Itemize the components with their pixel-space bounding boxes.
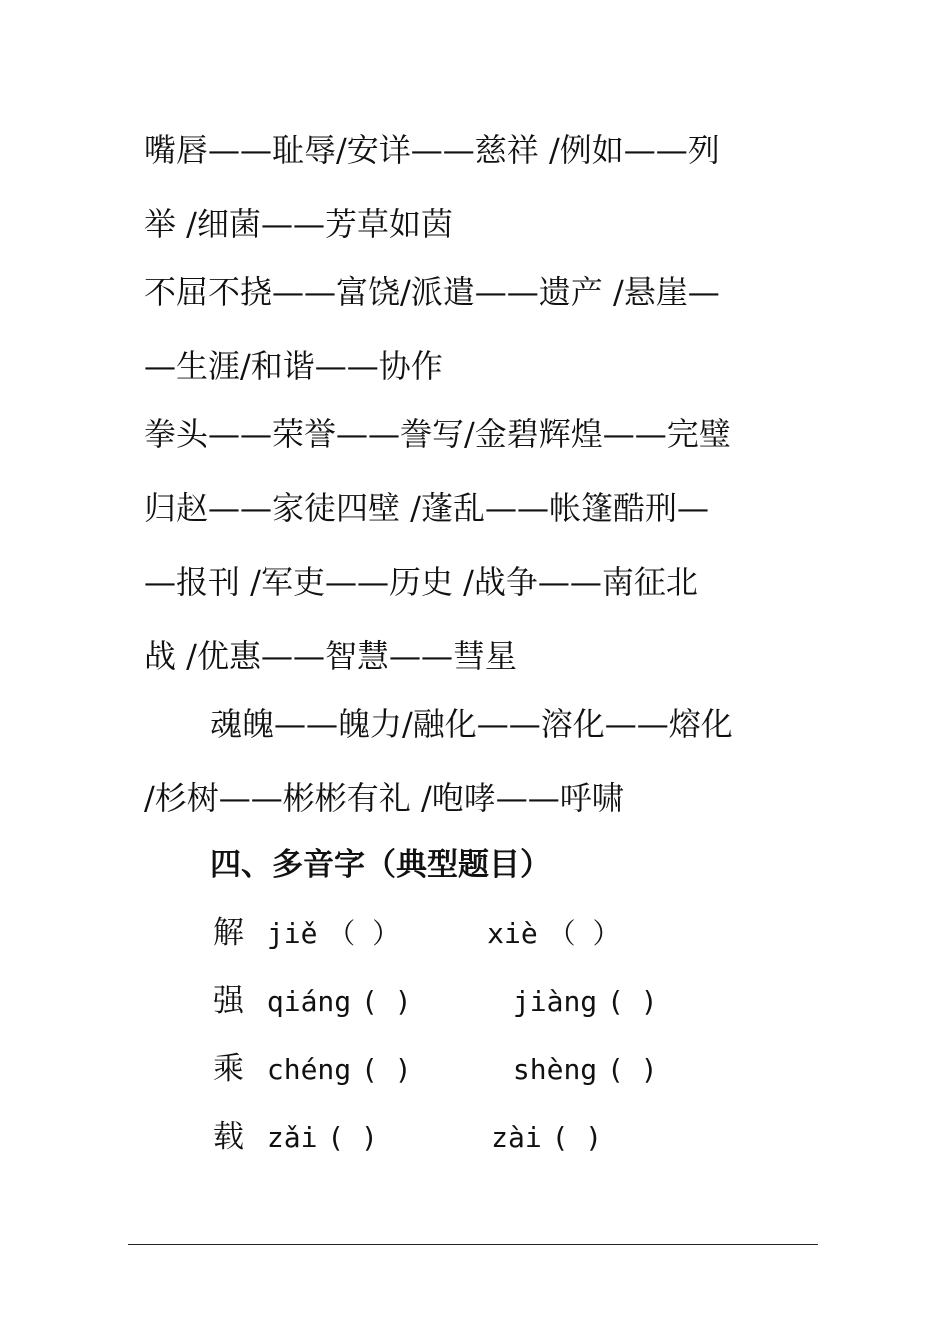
answer-blank-2[interactable]: （ ） [547,917,621,950]
pinyin-reading-1: jiě [266,917,318,950]
polyphone-char: 载 [213,1119,244,1155]
pinyin-reading-2: xiè [487,917,538,950]
polyphone-char: 解 [213,915,244,951]
text-line-10: /杉树——彬彬有礼 /咆哮——呼啸 [144,779,624,817]
polyphone-char: 乘 [213,1051,244,1087]
polyphone-row-4 [213,1119,603,1155]
pinyin-reading-2: jiàng [512,985,598,1018]
answer-blank-2[interactable]: ( ) [607,985,658,1018]
text-line-1: 嘴唇——耻辱/安详——慈祥 /例如——列 [144,131,720,169]
answer-blank-1[interactable]: ( ) [361,985,412,1018]
text-line-3: 不屈不挠——富饶/派遣——遗产 /悬崖— [144,273,720,311]
polyphone-row-1 [213,915,621,951]
pinyin-reading-2: shèng [512,1053,598,1086]
answer-blank-1[interactable]: ( ) [327,1121,378,1154]
pinyin-reading-1: qiáng [266,985,352,1018]
polyphone-row-3 [213,1051,658,1087]
text-line-5: 拳头——荣誉——誊写/金碧辉煌——完璧 [144,415,731,453]
polyphone-char: 强 [213,983,244,1019]
section-title: 四、多音字（典型题目） [210,847,551,883]
answer-blank-1[interactable]: （ ） [327,917,401,950]
text-line-8: 战 /优惠——智慧——彗星 [144,637,517,675]
answer-blank-2[interactable]: ( ) [607,1053,658,1086]
answer-blank-2[interactable]: ( ) [551,1121,603,1154]
pinyin-reading-2: zài [491,1121,542,1154]
pinyin-reading-1: zǎi [266,1121,318,1154]
text-line-2: 举 /细菌——芳草如茵 [144,205,453,243]
pinyin-reading-1: chéng [266,1053,352,1086]
footer-divider [128,1244,818,1245]
text-line-9: 魂魄——魄力/融化——溶化——熔化 [210,705,733,743]
text-line-7: —报刊 /军吏——历史 /战争——南征北 [144,563,698,601]
polyphone-row-2 [213,983,658,1019]
text-line-4: —生涯/和谐——协作 [144,347,443,385]
answer-blank-1[interactable]: ( ) [361,1053,412,1086]
text-line-6: 归赵——家徒四壁 /蓬乱——帐篷酷刑— [144,489,709,527]
